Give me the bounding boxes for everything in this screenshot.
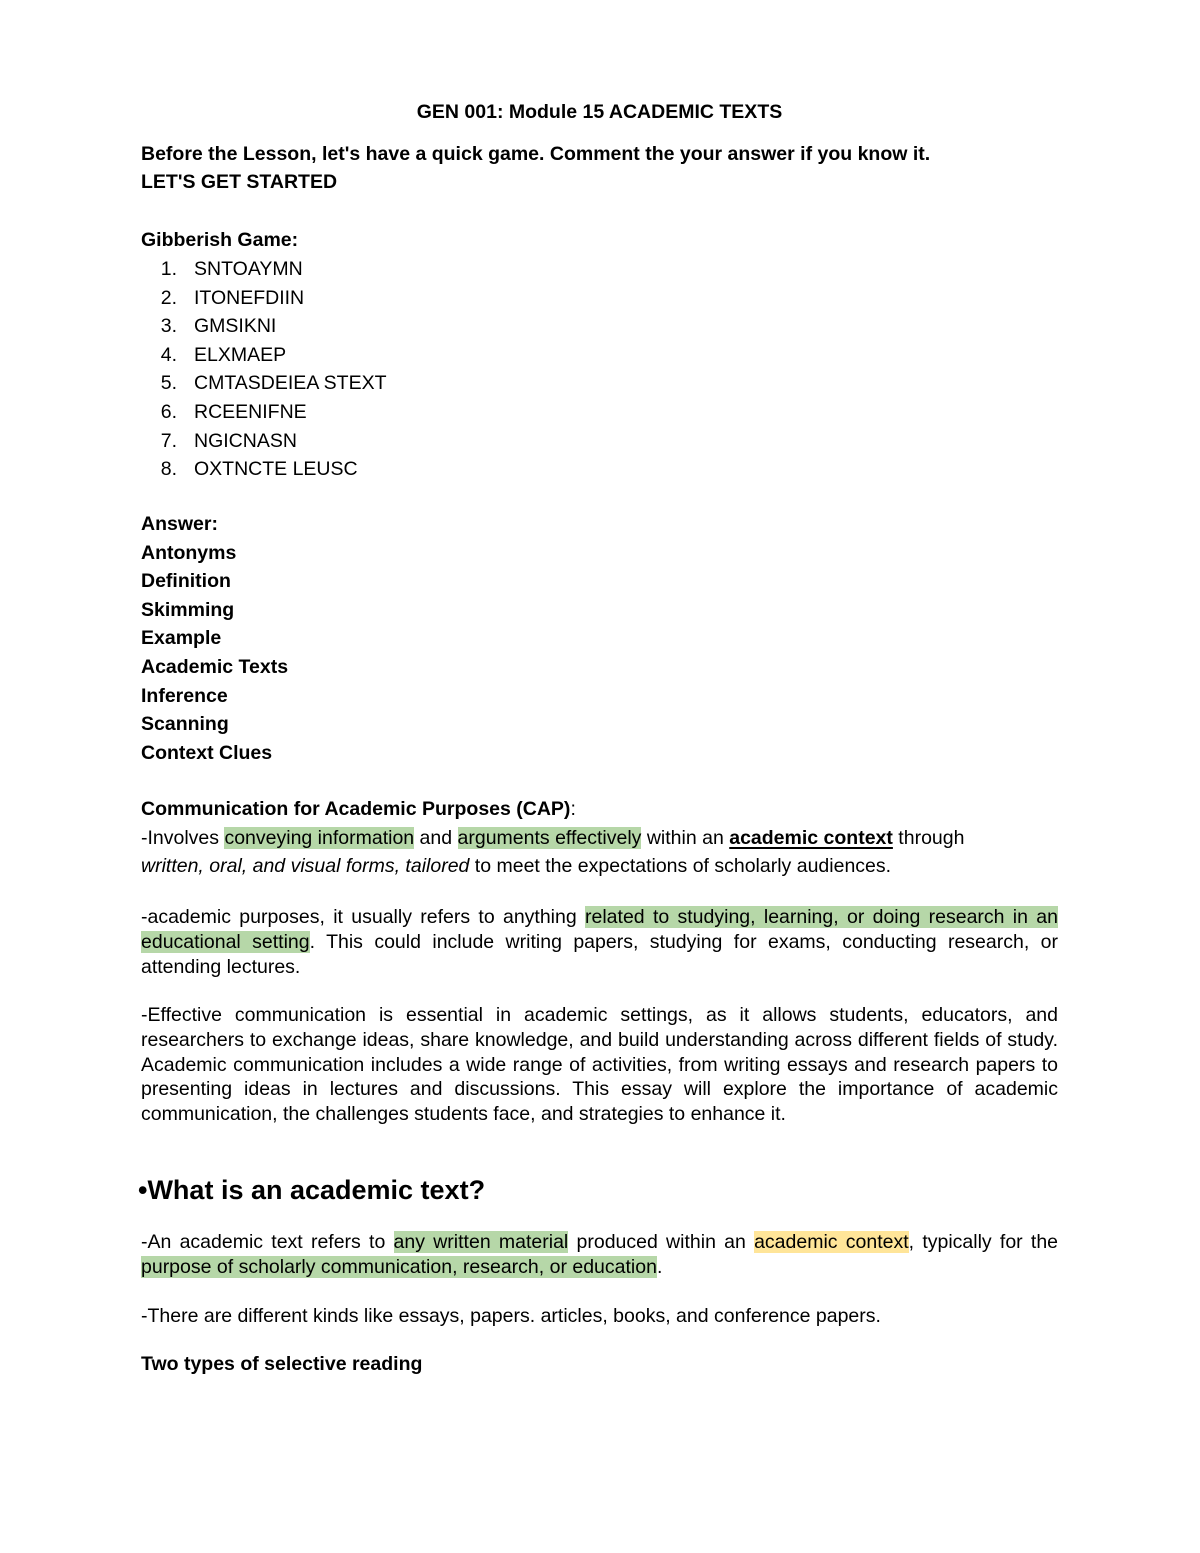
list-item: 6. RCEENIFNE [160, 400, 307, 423]
document-title: GEN 001: Module 15 ACADEMIC TEXTS [416, 101, 783, 123]
gibberish-list [141, 255, 387, 484]
answer-item: Skimming [141, 598, 235, 621]
highlight: conveying information [224, 827, 415, 849]
cap-heading: Communication for Academic Purposes (CAP) [141, 798, 571, 820]
list-item: 2. ITONEFDIIN [160, 286, 305, 309]
list-item: 4. ELXMAEP [160, 343, 287, 366]
intro-subheading: LET'S GET STARTED [141, 171, 338, 193]
highlight: any written material [393, 1231, 569, 1253]
highlight-yellow: academic context [754, 1231, 909, 1253]
cap-paragraph-1-line-2: written, oral, and visual forms, tailored to meet the expectations of scholarly audiences. [141, 855, 892, 877]
underlined-term: academic context [729, 827, 893, 849]
highlight: related to studying, learning, or doing research in an educational setting [141, 906, 1058, 953]
answer-item: Academic Texts [141, 655, 289, 678]
list-item: 7. NGICNASN [160, 429, 297, 452]
list-item: 8. OXTNCTE LEUSC [160, 458, 358, 481]
answer-item: Inference [141, 684, 228, 707]
cap-paragraph-3: -Effective communication is essential in academic settings, as it allows students, educators, and researchers to exchange ideas, share knowledge, and build understanding across different fields of study. Academic communication includes a wide range of activities, from writing essays and research papers to presenting ideas in lectures and discussions. This essay will explore the importance of academic communication, the challenges students face, and strategies to enhance it. [141, 1004, 1058, 1126]
answers-heading: Answer: [141, 513, 218, 535]
list-item: 1. SNTOAYMN [160, 258, 303, 280]
answer-item: Scanning [141, 713, 229, 736]
highlight: arguments effectively [457, 827, 642, 849]
list-item: 3. GMSIKNI [160, 315, 277, 338]
section-paragraph-2: -There are different kinds like essays, papers. articles, books, and conference papers. [141, 1305, 881, 1327]
cap-heading-line: Communication for Academic Purposes (CAP): [141, 798, 576, 820]
cap-paragraph-1-line-1: -Involves conveying information and arguments effectively within an academic context through [141, 827, 965, 849]
answer-item: Context Clues [141, 741, 273, 764]
intro-line: Before the Lesson, let's have a quick game. Comment the your answer if you know it. [141, 143, 931, 165]
section-heading: •What is an academic text? [138, 1175, 486, 1205]
answer-item: Example [141, 627, 222, 650]
list-item: 5. CMTASDEIEA STEXT [160, 372, 387, 395]
answer-item: Antonyms [141, 541, 237, 564]
selective-reading-heading: Two types of selective reading [141, 1353, 423, 1375]
cap-paragraph-2: -academic purposes, it usually refers to anything related to studying, learning, or doing research in an educational setting. This could include writing papers, studying for exams, conducting research, or attending lectures. [141, 906, 1058, 978]
section-paragraph-1: -An academic text refers to any written material produced within an academic context, typically for the purpose of scholarly communication, research, or education. [141, 1231, 1059, 1278]
highlight: purpose of scholarly communication, research, or education [141, 1255, 657, 1278]
answers-block [141, 510, 288, 767]
answer-item: Definition [141, 570, 231, 593]
game-heading: Gibberish Game: [141, 229, 299, 251]
